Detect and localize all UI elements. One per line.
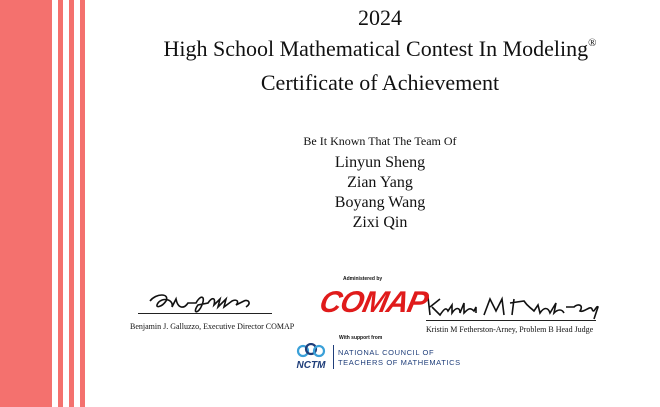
support-from-label: With support from [339,335,383,341]
left-signature-caption: Benjamin J. Galluzzo, Executive Director COMAP [130,322,295,331]
administered-by-label: Administered by [343,276,383,282]
team-member: Linyun Sheng [334,154,426,171]
left-signature-line [138,313,272,314]
nctm-logo-icon [291,343,331,371]
certificate-intro: Be It Known That The Team Of [303,134,457,148]
comap-logo [316,283,431,329]
nctm-logo [291,343,331,376]
nctm-full-name [338,348,461,368]
nctm-name-line: TEACHERS OF MATHEMATICS [338,358,461,367]
team-member: Zixi Qin [352,214,408,231]
team-member: Zian Yang [347,174,413,191]
decorative-stripe [80,0,85,407]
right-signature [424,293,600,321]
registered-mark: ® [588,37,597,49]
team-member: Boyang Wang [334,194,426,211]
certificate-title: Certificate of Achievement [260,70,500,95]
certificate-year: 2024 [358,5,402,30]
contest-name-text: High School Mathematical Contest In Modeling [163,36,589,61]
comap-logo-text: COMAP [316,286,431,319]
team-members [100,153,660,233]
contest-name [100,36,660,62]
nctm-abbrev: NCTM [296,360,326,371]
nctm-name-line: NATIONAL COUNCIL OF [338,348,435,357]
decorative-stripe [58,0,63,407]
decorative-stripe-wide [0,0,52,407]
nctm-divider [333,345,334,369]
right-signature-caption: Kristin M Fetherston-Arney, Problem B Head Judge [426,325,594,334]
right-signature-line [426,320,596,321]
decorative-stripe [69,0,74,407]
